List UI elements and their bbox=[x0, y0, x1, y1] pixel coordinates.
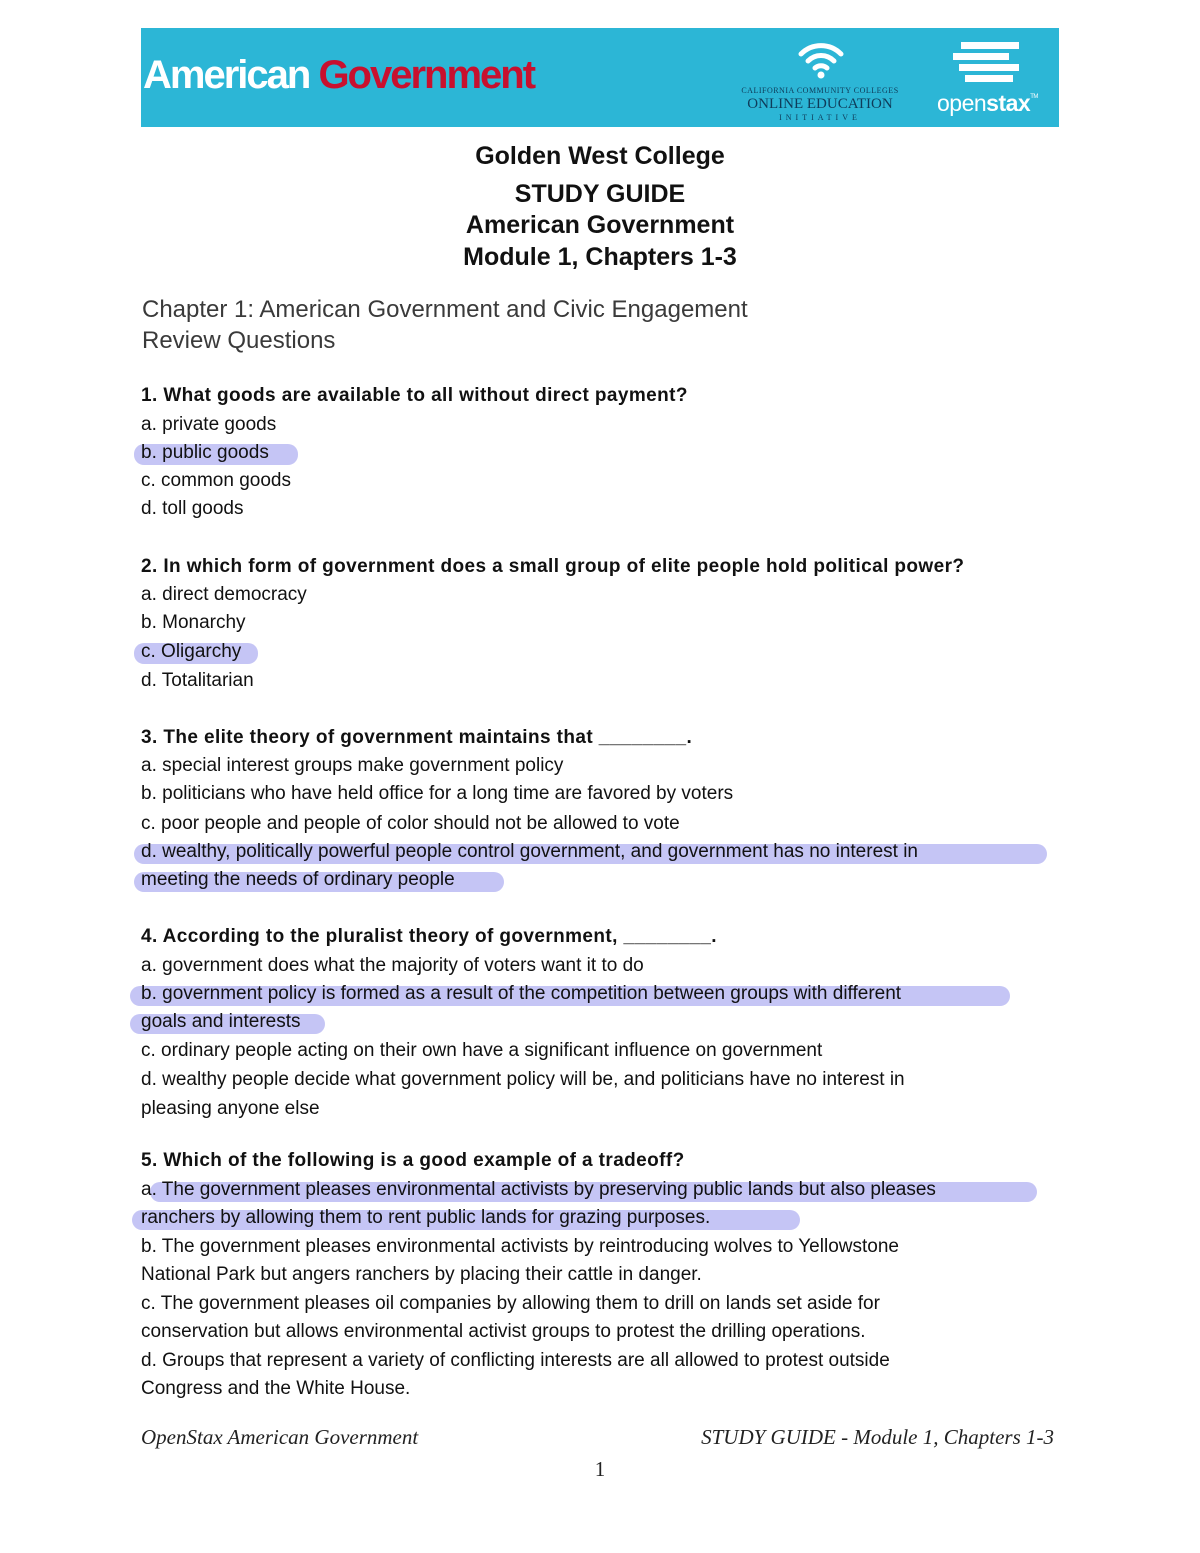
stacked-books-icon bbox=[951, 40, 1023, 86]
openstax-tm: TM bbox=[1030, 94, 1038, 100]
ccc-line3: INITIATIVE bbox=[779, 113, 861, 122]
page-number: 1 bbox=[594, 1457, 606, 1481]
banner-title-word2: Government bbox=[318, 53, 535, 97]
q5-option-b-cont: National Park but angers ranchers by placing their cattle in danger. bbox=[141, 1264, 702, 1285]
footer-left: OpenStax American Government bbox=[141, 1425, 419, 1449]
q1-option-a: a. private goods bbox=[141, 414, 277, 435]
question-2: 2. In which form of government does a small group of elite people hold political power? bbox=[141, 556, 965, 577]
q5-option-d-cont: Congress and the White House. bbox=[141, 1378, 411, 1399]
wifi-icon bbox=[797, 38, 845, 80]
header-banner bbox=[141, 28, 1059, 127]
openstax-word-open: open bbox=[937, 90, 987, 116]
q5-option-d: d. Groups that represent a variety of conflicting interests are all allowed to protest outside bbox=[141, 1350, 890, 1371]
ccc-line1: CALIFORNIA COMMUNITY COLLEGES bbox=[741, 86, 899, 95]
question-5: 5. Which of the following is a good example of a tradeoff? bbox=[141, 1150, 685, 1171]
q3-option-c: c. poor people and people of color should not be allowed to vote bbox=[141, 813, 680, 834]
q4-option-c: c. ordinary people acting on their own have a significant influence on government bbox=[141, 1040, 823, 1061]
q5-option-a-cont: ranchers by allowing them to rent public lands for grazing purposes. bbox=[141, 1207, 711, 1228]
q3-option-a: a. special interest groups make government policy bbox=[141, 755, 564, 776]
q4-option-d-cont: pleasing anyone else bbox=[141, 1098, 320, 1119]
ccc-line2: ONLINE EDUCATION bbox=[747, 96, 893, 112]
q1-option-c: c. common goods bbox=[141, 470, 291, 491]
q3-option-b: b. politicians who have held office for a long time are favored by voters bbox=[141, 783, 734, 804]
question-4: 4. According to the pluralist theory of government, ________. bbox=[141, 926, 717, 947]
openstax-wordmark bbox=[937, 90, 1038, 117]
q4-option-a: a. government does what the majority of voters want it to do bbox=[141, 955, 644, 976]
ccc-online-education-logo bbox=[735, 38, 905, 122]
course-title: American Government bbox=[465, 211, 735, 239]
q2-option-c: c. Oligarchy bbox=[141, 641, 242, 662]
q1-option-d: d. toll goods bbox=[141, 498, 244, 519]
q5-option-c: c. The government pleases oil companies by allowing them to drill on lands set aside for bbox=[141, 1293, 880, 1314]
q2-option-b: b. Monarchy bbox=[141, 612, 246, 633]
chapter-title: Chapter 1: American Government and Civic Engagement bbox=[142, 296, 748, 323]
q2-option-a: a. direct democracy bbox=[141, 584, 307, 605]
openstax-word-stax: stax bbox=[986, 90, 1031, 116]
q3-option-d-cont: meeting the needs of ordinary people bbox=[141, 869, 455, 890]
question-1: 1. What goods are available to all without direct payment? bbox=[141, 385, 688, 406]
module-title: Module 1, Chapters 1-3 bbox=[463, 243, 737, 271]
q2-option-d: d. Totalitarian bbox=[141, 670, 254, 691]
question-3: 3. The elite theory of government maintains that ________. bbox=[141, 727, 693, 748]
footer-right: STUDY GUIDE - Module 1, Chapters 1-3 bbox=[701, 1425, 1054, 1449]
q5-option-b: b. The government pleases environmental activists by reintroducing wolves to Yellowstone bbox=[141, 1236, 899, 1257]
q4-option-b: b. government policy is formed as a result of the competition between groups with different bbox=[141, 983, 902, 1004]
doc-type: STUDY GUIDE bbox=[514, 180, 686, 208]
q4-option-d: d. wealthy people decide what government policy will be, and politicians have no interest in bbox=[141, 1069, 905, 1090]
q1-option-b: b. public goods bbox=[141, 442, 269, 463]
chapter-subtitle: Review Questions bbox=[142, 327, 336, 354]
banner-title-word1: American bbox=[143, 53, 310, 97]
q4-option-b-cont: goals and interests bbox=[141, 1011, 301, 1032]
q5-option-c-cont: conservation but allows environmental activist groups to protest the drilling operations. bbox=[141, 1321, 866, 1342]
college-name: Golden West College bbox=[475, 142, 725, 170]
banner-title bbox=[143, 53, 534, 98]
q5-option-a: a. The government pleases environmental activists by preserving public lands but also pleases bbox=[141, 1179, 936, 1200]
openstax-logo bbox=[933, 40, 1053, 120]
q3-option-d: d. wealthy, politically powerful people control government, and government has no interest in bbox=[141, 841, 918, 862]
